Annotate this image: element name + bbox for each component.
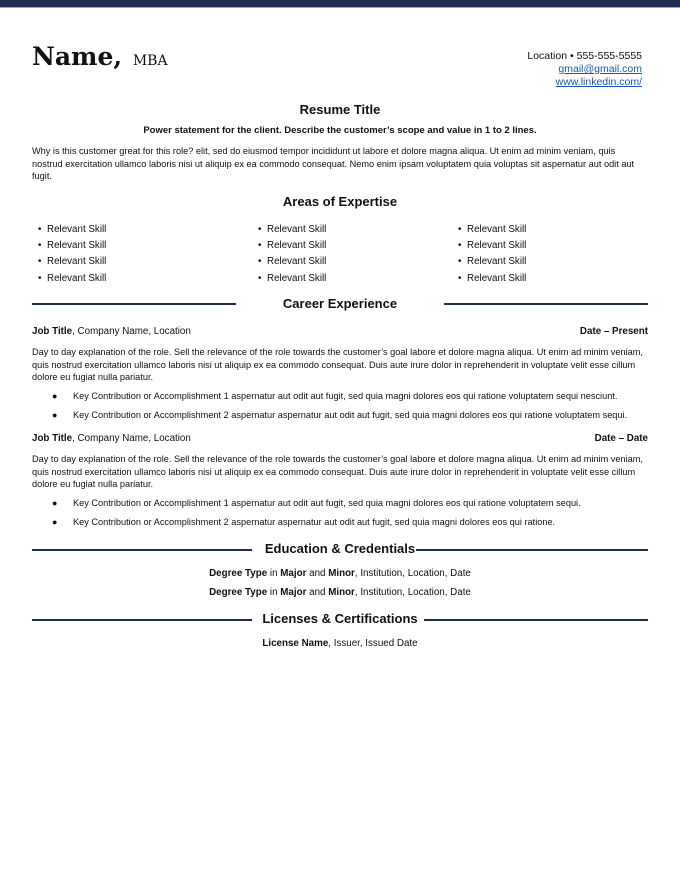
separator-dot: •: [570, 50, 574, 62]
degree-line: Degree Type in Major and Minor, Institution, Location, Date: [209, 568, 471, 579]
location-phone-line: [527, 50, 642, 63]
job-dates: Date – Present: [579, 326, 648, 337]
bullet-dot: •: [258, 256, 262, 268]
skill-item: • Relevant Skill: [38, 240, 107, 252]
skill-item: • Relevant Skill: [38, 256, 107, 268]
resume-title: Resume Title: [299, 102, 381, 117]
licenses-heading: Licenses & Certifications: [262, 611, 418, 626]
bullet-dot: •: [38, 224, 42, 235]
summary-paragraph: Why is this customer great for this role? elit, sed do eiusmod tempor incididunt ut labore et dolore magna aliqua. Ut enim ad minim veniam, quis nostrud exercitation ullamco laboris nisi ut aliquip ex ea commodo consequat. Nemo enim ipsam voluptatem quia voluptas sit aspernatur aut odit aut fugit.: [32, 146, 635, 182]
bullet-dot: ●: [52, 410, 58, 420]
bullet-dot: ●: [52, 391, 58, 401]
skill-item: • Relevant Skill: [458, 256, 527, 268]
job-description: Day to day explanation of the role. Sell the relevance of the role towards the customer’s goal labore et dolore magna aliqua. Ut enim ad minim veniam, quis nostrud exercitation ullamco laboris nisi ut aliquip ex ea commodo consequat. Duis aute irure dolor in reprehenderit in voluptate velit esse cillum dolore eu fugiat nulla pariatur.: [32, 347, 643, 383]
skills-column-2: [258, 224, 326, 289]
license-line: License Name, Issuer, Issued Date: [262, 638, 418, 649]
bullet-dot: •: [458, 256, 462, 268]
bullet-dot: •: [38, 256, 42, 268]
name-text: Name,: [32, 42, 123, 71]
power-statement: Power statement for the client. Describe the customer’s scope and value in 1 to 2 lines.: [143, 125, 537, 136]
top-accent-bar: [0, 0, 680, 7]
accomplishment-item: ● Key Contribution or Accomplishment 1 aspernatur aut odit aut fugit, sed quia magni dolores eos qui ratione voluptatem sequi nesciunt.: [52, 391, 618, 401]
job-company-location: , Company Name, Location: [72, 326, 191, 337]
credential: MBA: [132, 53, 168, 69]
top-gold-rule: [0, 7, 680, 8]
skill-item: • Relevant Skill: [258, 240, 327, 252]
candidate-name: [32, 42, 168, 71]
skill-item: • Relevant Skill: [38, 224, 107, 235]
location: Location: [527, 50, 568, 62]
job-company-location: , Company Name, Location: [72, 433, 191, 444]
bullet-dot: •: [258, 272, 262, 284]
degree-line: Degree Type in Major and Minor, Institution, Location, Date: [209, 587, 471, 598]
bullet-dot: ●: [52, 498, 58, 508]
expertise-heading: Areas of Expertise: [282, 194, 398, 209]
job-header: [32, 326, 648, 337]
job-description: Day to day explanation of the role. Sell the relevance of the role towards the customer’s goal labore et dolore magna aliqua. Ut enim ad minim veniam, quis nostrud exercitation ullamco laboris nisi ut aliquip ex ea commodo consequat. Duis aute irure dolor in reprehenderit in voluptate velit esse cillum dolore eu fugiat nulla pariatur.: [32, 454, 643, 490]
skills-column-1: [38, 224, 106, 289]
skills-column-3: [458, 224, 526, 289]
bullet-dot: ●: [52, 517, 58, 527]
job-title: Job Title: [32, 326, 73, 337]
phone: 555-555-5555: [576, 50, 642, 62]
bullet-dot: •: [38, 272, 42, 284]
bullet-dot: •: [458, 240, 462, 252]
email-link[interactable]: gmail@gmail.com: [558, 63, 642, 75]
job-dates: Date – Date: [594, 433, 648, 444]
bullet-dot: •: [458, 272, 462, 284]
job-title: Job Title: [32, 433, 73, 444]
skill-item: • Relevant Skill: [458, 240, 527, 252]
linkedin-link[interactable]: www.linkedin.com/: [555, 76, 642, 88]
education-heading: Education & Credentials: [264, 541, 416, 556]
accomplishment-item: ● Key Contribution or Accomplishment 2 aspernatur aspernatur aut odit aut fugit, sed quia magni dolores eos qui ratione.: [52, 517, 556, 527]
job-header: [32, 433, 648, 444]
skill-item: • Relevant Skill: [258, 224, 327, 235]
skill-item: • Relevant Skill: [258, 272, 327, 284]
bullet-dot: •: [258, 224, 262, 235]
bullet-dot: •: [258, 240, 262, 252]
skill-item: • Relevant Skill: [458, 272, 527, 284]
bullet-dot: •: [458, 224, 462, 235]
skill-item: • Relevant Skill: [38, 272, 107, 284]
skill-item: • Relevant Skill: [258, 256, 327, 268]
contact-block: [527, 50, 642, 89]
accomplishment-item: ● Key Contribution or Accomplishment 2 aspernatur aspernatur aut odit aut fugit, sed quia magni dolores eos qui ratione voluptatem sequi.: [52, 410, 628, 420]
bullet-dot: •: [38, 240, 42, 252]
skill-item: • Relevant Skill: [458, 224, 527, 235]
accomplishment-item: ● Key Contribution or Accomplishment 1 aspernatur aut odit aut fugit, sed quia magni dolores eos qui ratione voluptatem sequi.: [52, 498, 581, 508]
experience-heading: Career Experience: [282, 296, 398, 311]
